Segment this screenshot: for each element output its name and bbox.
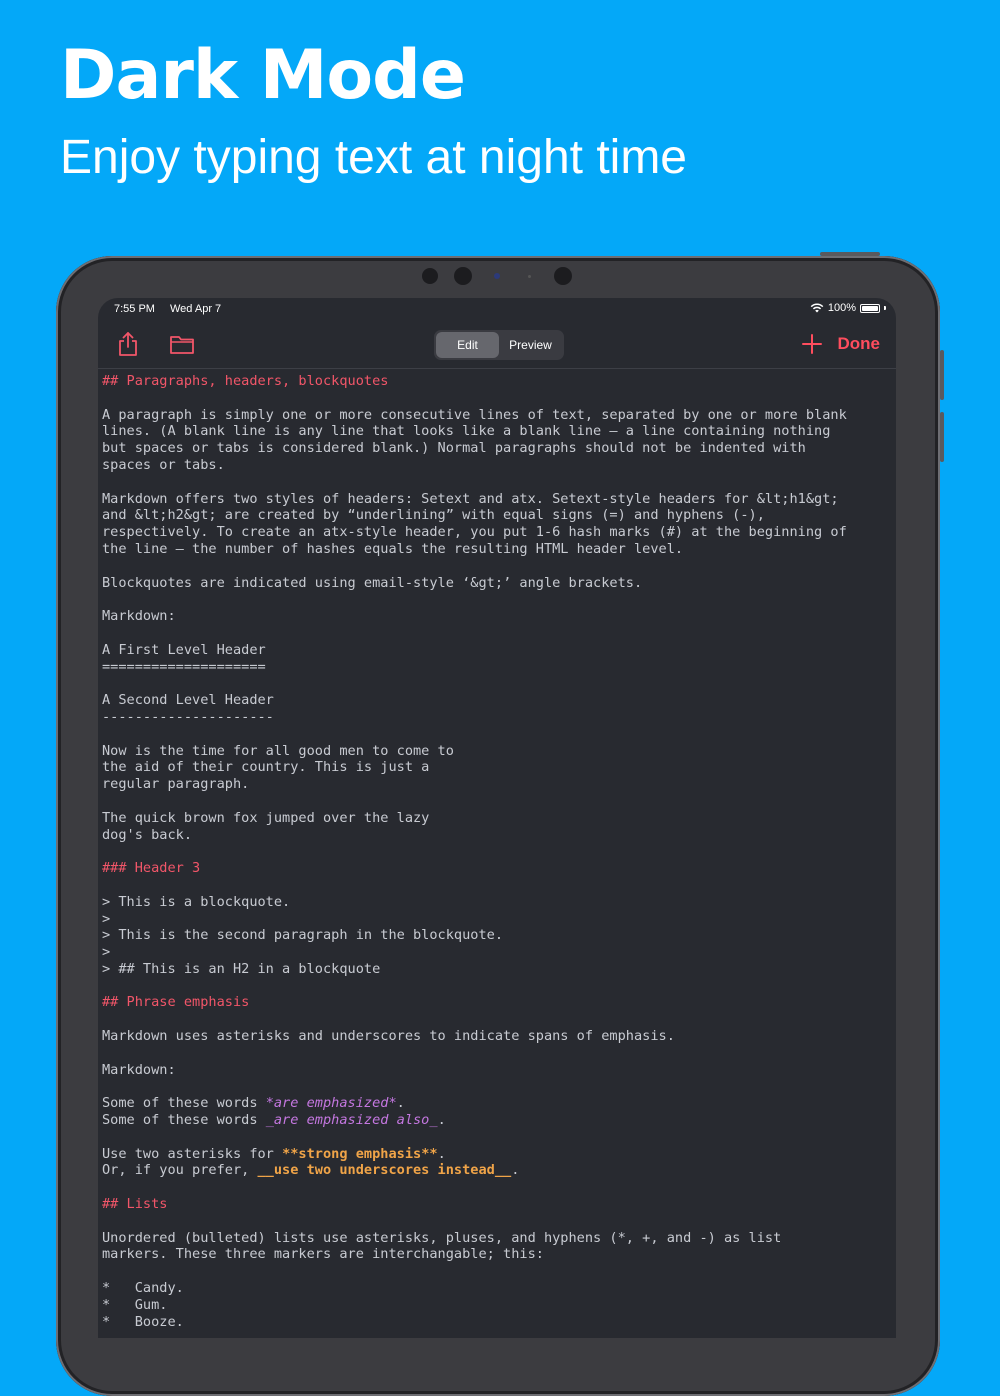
folder-icon[interactable] [168, 330, 196, 358]
em-segment: _are emphasized also_ [265, 1112, 438, 1129]
app-screen [98, 298, 896, 1338]
editor-line: dog's back. [102, 826, 193, 843]
text-segment: . [511, 1162, 520, 1179]
editor-line: and &lt;h2&gt; are created by “underlining” with equal signs (=) and hyphens (-), [102, 507, 765, 524]
promo-title: Dark Mode [60, 36, 465, 115]
editor-line [102, 1129, 896, 1146]
editor-line [102, 558, 896, 575]
editor-line: but spaces or tabs is considered blank.) Normal paragraphs should not be indented with [102, 440, 806, 457]
editor-line [102, 1213, 896, 1230]
strong-segment: __use two underscores instead__ [257, 1162, 512, 1179]
editor-line: lines. (A blank line is any line that looks like a blank line – a line containing nothing [102, 423, 831, 440]
editor-line [102, 726, 896, 743]
editor-line [102, 1179, 896, 1196]
battery-level [862, 306, 878, 311]
editor-line: --------------------- [102, 708, 274, 725]
editor-line [102, 843, 896, 860]
editor-line [102, 877, 896, 894]
text-segment: Use two asterisks for [102, 1145, 283, 1162]
status-indicators [810, 302, 886, 314]
editor-line: the aid of their country. This is just a [102, 759, 430, 776]
editor-line [102, 1162, 896, 1179]
status-date: Wed Apr 7 [170, 303, 222, 315]
tab-edit[interactable]: Edit [436, 332, 499, 358]
camera-lens [422, 268, 438, 284]
status-time: 7:55 PM [114, 303, 155, 315]
editor-line: > [102, 910, 111, 927]
done-button[interactable]: Done [837, 334, 880, 353]
editor-line [102, 474, 896, 491]
editor-line: The quick brown fox jumped over the lazy [102, 809, 430, 826]
editor-line [102, 1095, 896, 1112]
wifi-icon [810, 303, 824, 313]
markdown-editor[interactable] [102, 373, 896, 1330]
editor-line: A Second Level Header [102, 692, 274, 709]
markdown-header-line: ## Phrase emphasis [102, 994, 250, 1011]
editor-line: A First Level Header [102, 641, 266, 658]
editor-line [102, 675, 896, 692]
editor-line [102, 1078, 896, 1095]
editor-line [102, 591, 896, 608]
editor-line: Now is the time for all good men to come to [102, 742, 454, 759]
tab-preview[interactable]: Preview [509, 338, 552, 352]
editor-line [102, 1112, 896, 1129]
markdown-header-line: ## Paragraphs, headers, blockquotes [102, 373, 389, 389]
editor-line: A paragraph is simply one or more consecutive lines of text, separated by one or more blank [102, 406, 847, 423]
battery-percentage: 100% [827, 302, 856, 314]
battery-tip [884, 306, 886, 310]
text-segment: . [437, 1112, 446, 1129]
markdown-header-line: ### Header 3 [102, 860, 201, 877]
power-button [820, 252, 880, 256]
editor-line: Markdown: [102, 608, 176, 625]
editor-line: Markdown uses asterisks and underscores to indicate spans of emphasis. [102, 1028, 675, 1045]
em-segment: *are emphasized* [265, 1095, 397, 1112]
editor-line: Unordered (bulleted) lists use asterisks, pluses, and hyphens (*, +, and -) as list [102, 1229, 782, 1246]
volume-down-button [940, 412, 944, 462]
editor-line [102, 625, 896, 642]
camera-sensor [528, 275, 531, 278]
editor-line: * Candy. [102, 1280, 184, 1297]
share-icon[interactable] [114, 330, 142, 358]
editor-line [102, 1146, 896, 1163]
promo-subtitle: Enjoy typing text at night time [60, 131, 687, 184]
editor-line: > [102, 944, 111, 961]
editor-line [102, 978, 896, 995]
markdown-header-line: ## Lists [102, 1196, 168, 1213]
editor-line: Blockquotes are indicated using email-style ‘&gt;’ angle brackets. [102, 574, 643, 591]
editor-toolbar [98, 322, 896, 369]
battery-icon [860, 304, 880, 313]
camera-lens [554, 267, 572, 285]
editor-line: spaces or tabs. [102, 456, 225, 473]
strong-segment: **strong emphasis** [282, 1145, 438, 1162]
volume-up-button [940, 350, 944, 400]
editor-line: > This is the second paragraph in the blockquote. [102, 927, 504, 944]
text-segment: Some of these words [102, 1112, 266, 1129]
editor-line: respectively. To create an atx-style header, you put 1-6 hash marks (#) at the beginning of [102, 524, 847, 541]
text-segment: Or, if you prefer, [102, 1162, 258, 1179]
editor-line: > This is a blockquote. [102, 893, 291, 910]
camera-sensor [494, 273, 500, 279]
editor-line: the line – the number of hashes equals the resulting HTML header level. [102, 540, 684, 557]
editor-line [102, 1011, 896, 1028]
text-segment: . [396, 1095, 405, 1112]
editor-line [102, 390, 896, 407]
edit-preview-toggle [434, 330, 564, 360]
editor-line: Markdown offers two styles of headers: Setext and atx. Setext-style headers for &lt;h1&gt; [102, 490, 839, 507]
editor-line: * Gum. [102, 1296, 168, 1313]
editor-line: Markdown: [102, 1061, 176, 1078]
editor-line: ==================== [102, 658, 266, 675]
plus-icon[interactable] [800, 332, 824, 356]
editor-line [102, 793, 896, 810]
editor-line [102, 1045, 896, 1062]
status-bar [98, 298, 896, 322]
editor-line: regular paragraph. [102, 776, 250, 793]
text-segment: Some of these words [102, 1095, 266, 1112]
text-segment: . [437, 1145, 446, 1162]
editor-line: markers. These three markers are interchangable; this: [102, 1246, 544, 1263]
editor-line: * Booze. [102, 1313, 184, 1330]
editor-line: > ## This is an H2 in a blockquote [102, 960, 381, 977]
camera-lens [454, 267, 472, 285]
editor-line [102, 1263, 896, 1280]
